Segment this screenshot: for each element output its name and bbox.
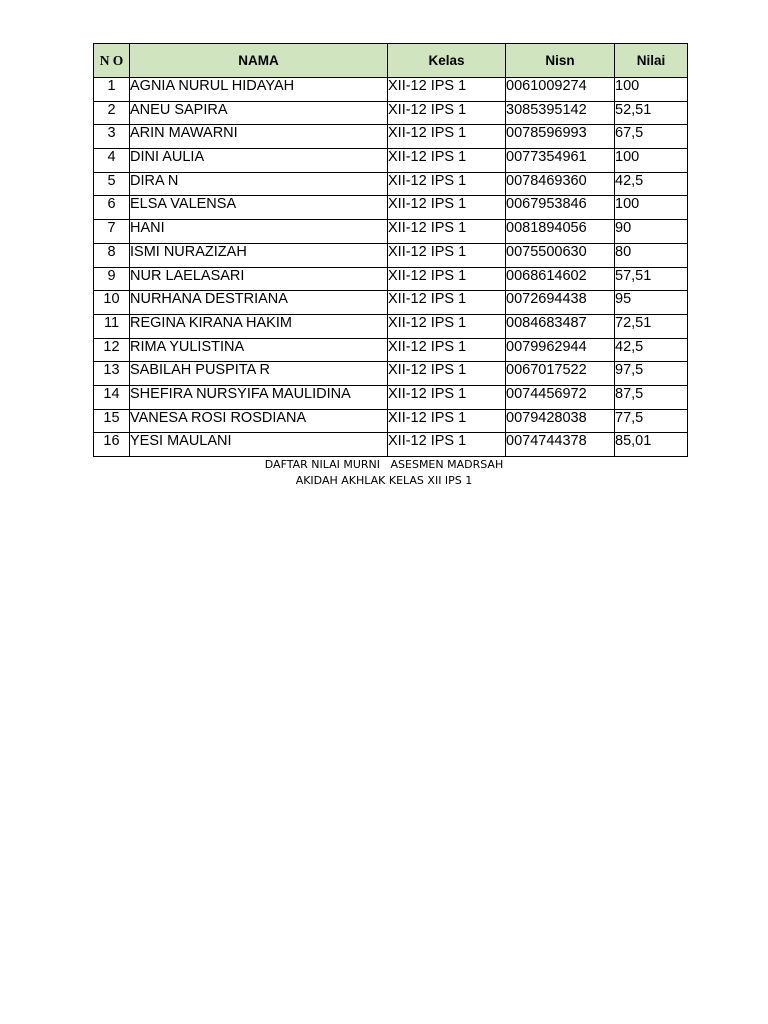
cell-nisn: 0072694438 (506, 291, 615, 315)
cell-no: 16 (94, 433, 130, 457)
table-row (94, 172, 688, 196)
cell-nilai: 42,5 (615, 172, 688, 196)
cell-nilai: 100 (615, 196, 688, 220)
cell-nilai: 90 (615, 220, 688, 244)
cell-kelas: XII-12 IPS 1 (388, 78, 506, 102)
table-header (94, 44, 688, 78)
cell-kelas: XII-12 IPS 1 (388, 243, 506, 267)
cell-nama: DINI AULIA (130, 149, 388, 173)
cell-no: 2 (94, 101, 130, 125)
table-row (94, 243, 688, 267)
cell-nisn: 0079962944 (506, 338, 615, 362)
cell-nisn: 0084683487 (506, 314, 615, 338)
header-no: N O (94, 44, 130, 78)
header-kelas: Kelas (388, 44, 506, 78)
cell-no: 13 (94, 362, 130, 386)
table-row (94, 220, 688, 244)
cell-nama: AGNIA NURUL HIDAYAH (130, 78, 388, 102)
cell-nisn: 0074744378 (506, 433, 615, 457)
cell-kelas: XII-12 IPS 1 (388, 220, 506, 244)
cell-nisn: 0067017522 (506, 362, 615, 386)
cell-nilai: 85,01 (615, 433, 688, 457)
cell-no: 4 (94, 149, 130, 173)
cell-nama: REGINA KIRANA HAKIM (130, 314, 388, 338)
cell-nilai: 97,5 (615, 362, 688, 386)
table-row (94, 314, 688, 338)
cell-nilai: 72,51 (615, 314, 688, 338)
cell-nama: DIRA N (130, 172, 388, 196)
header-nama: NAMA (130, 44, 388, 78)
cell-no: 7 (94, 220, 130, 244)
grades-table (93, 43, 688, 457)
caption-title: DAFTAR NILAI MURNI ASESMEN MADRSAH (264, 458, 504, 471)
cell-nama: ELSA VALENSA (130, 196, 388, 220)
cell-no: 12 (94, 338, 130, 362)
cell-nilai: 95 (615, 291, 688, 315)
table-row (94, 362, 688, 386)
cell-nama: HANI (130, 220, 388, 244)
cell-nisn: 0081894056 (506, 220, 615, 244)
table-row (94, 149, 688, 173)
table-row (94, 433, 688, 457)
header-row (94, 44, 688, 78)
table-row (94, 291, 688, 315)
cell-nisn: 0061009274 (506, 78, 615, 102)
cell-no: 15 (94, 409, 130, 433)
cell-kelas: XII-12 IPS 1 (388, 101, 506, 125)
table-row (94, 125, 688, 149)
cell-nilai: 100 (615, 78, 688, 102)
table-row (94, 409, 688, 433)
cell-kelas: XII-12 IPS 1 (388, 196, 506, 220)
cell-no: 6 (94, 196, 130, 220)
cell-nama: RIMA YULISTINA (130, 338, 388, 362)
cell-nilai: 67,5 (615, 125, 688, 149)
cell-nisn: 3085395142 (506, 101, 615, 125)
cell-nilai: 57,51 (615, 267, 688, 291)
cell-nisn: 0078596993 (506, 125, 615, 149)
cell-kelas: XII-12 IPS 1 (388, 125, 506, 149)
cell-nama: SHEFIRA NURSYIFA MAULIDINA (130, 385, 388, 409)
table-row (94, 267, 688, 291)
cell-no: 9 (94, 267, 130, 291)
cell-nilai: 77,5 (615, 409, 688, 433)
cell-no: 11 (94, 314, 130, 338)
cell-nilai: 42,5 (615, 338, 688, 362)
cell-no: 8 (94, 243, 130, 267)
cell-nilai: 100 (615, 149, 688, 173)
table-row (94, 196, 688, 220)
cell-nisn: 0078469360 (506, 172, 615, 196)
cell-nilai: 87,5 (615, 385, 688, 409)
cell-no: 3 (94, 125, 130, 149)
cell-nisn: 0075500630 (506, 243, 615, 267)
cell-nama: ARIN MAWARNI (130, 125, 388, 149)
cell-kelas: XII-12 IPS 1 (388, 385, 506, 409)
cell-nilai: 52,51 (615, 101, 688, 125)
cell-nilai: 80 (615, 243, 688, 267)
table-row (94, 338, 688, 362)
table-row (94, 78, 688, 102)
table-row (94, 385, 688, 409)
cell-kelas: XII-12 IPS 1 (388, 149, 506, 173)
cell-nisn: 0079428038 (506, 409, 615, 433)
cell-no: 14 (94, 385, 130, 409)
cell-kelas: XII-12 IPS 1 (388, 291, 506, 315)
cell-nisn: 0067953846 (506, 196, 615, 220)
cell-nisn: 0074456972 (506, 385, 615, 409)
cell-nisn: 0068614602 (506, 267, 615, 291)
cell-nama: ANEU SAPIRA (130, 101, 388, 125)
table-body (94, 78, 688, 457)
cell-nama: SABILAH PUSPITA R (130, 362, 388, 386)
cell-nama: YESI MAULANI (130, 433, 388, 457)
cell-nama: ISMI NURAZIZAH (130, 243, 388, 267)
cell-kelas: XII-12 IPS 1 (388, 267, 506, 291)
cell-no: 1 (94, 78, 130, 102)
cell-nama: NUR LAELASARI (130, 267, 388, 291)
cell-no: 5 (94, 172, 130, 196)
cell-kelas: XII-12 IPS 1 (388, 172, 506, 196)
cell-nama: VANESA ROSI ROSDIANA (130, 409, 388, 433)
cell-kelas: XII-12 IPS 1 (388, 433, 506, 457)
cell-nisn: 0077354961 (506, 149, 615, 173)
cell-kelas: XII-12 IPS 1 (388, 409, 506, 433)
cell-kelas: XII-12 IPS 1 (388, 314, 506, 338)
caption-subtitle: AKIDAH AKHLAK KELAS XII IPS 1 (295, 474, 473, 487)
cell-nama: NURHANA DESTRIANA (130, 291, 388, 315)
cell-kelas: XII-12 IPS 1 (388, 338, 506, 362)
cell-kelas: XII-12 IPS 1 (388, 362, 506, 386)
table-row (94, 101, 688, 125)
header-nilai: Nilai (615, 44, 688, 78)
cell-no: 10 (94, 291, 130, 315)
header-nisn: Nisn (506, 44, 615, 78)
